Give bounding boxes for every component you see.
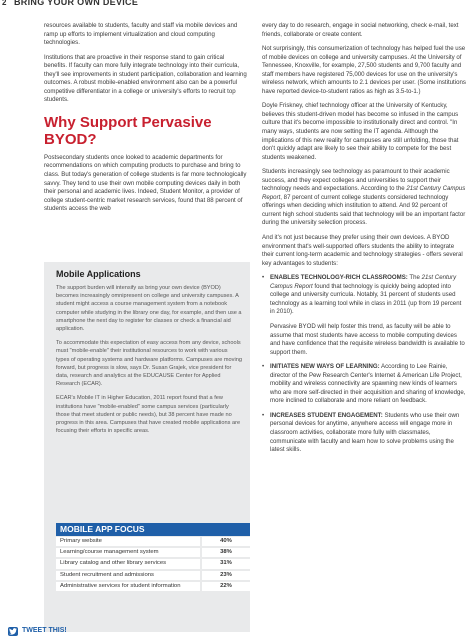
table-row bbox=[56, 581, 250, 592]
p4-text-b: , 87 percent of current college students considered technology offerings when deciding which institution to attend. And 92 percent of current high school students said that technology will be an important factor during the university selection process. bbox=[262, 193, 466, 227]
row-percent: 23% bbox=[201, 570, 250, 581]
sidebar-paragraph-3: ECAR's Mobile IT in Higher Education, 2011 report found that a few institutions have "mobile-enabled" some campus services (particularly those that meet student or public needs), but 38 percent have made no progress in this area. Campuses that have created mobile applications are focusing their efforts in specific areas. bbox=[56, 395, 241, 435]
bullet-glyph: • bbox=[262, 411, 265, 419]
right-paragraph-2: Not surprisingly, this consumerization of technology has helped fuel the use of mobile devices on college and university campuses. At the University of Tennessee, Knoxville, for example, 27,500 students and 9,700 faculty and staff members have registered 75,000 devices for use on the university's wireless network, which amounts to 2.1 devices per user. (Some institutions have reported device-to-student ratios as high as 3.5-to-1.) bbox=[262, 45, 466, 95]
table-row bbox=[56, 570, 250, 581]
mobile-app-focus-table bbox=[56, 537, 250, 593]
tweet-this-label[interactable]: TWEET THIS! bbox=[22, 627, 67, 634]
report-title: 21st Century Campus Report bbox=[270, 274, 457, 290]
bullet-heading: INITIATES NEW WAYS OF LEARNING: bbox=[270, 363, 380, 371]
row-percent: 38% bbox=[201, 547, 250, 558]
twitter-bird-icon[interactable] bbox=[8, 627, 18, 636]
bullet-glyph: • bbox=[262, 363, 265, 371]
table-row bbox=[56, 547, 250, 558]
right-paragraph-1: every day to do research, engage in social networking, check e-mail, text friends, collaborate or create content. bbox=[262, 22, 459, 38]
sidebar-paragraph-1: The support burden will intensify as bring your own device (BYOD) becomes increasingly omnipresent on college and university campuses. A student might access a course management system from a notebook computer while studying in the library one day, for example, and then use a smartphone the next day to register for classes or check a financial aid application. bbox=[56, 285, 242, 333]
mobile-app-focus-title bbox=[56, 523, 250, 536]
row-label: Student recruitment and admissions bbox=[56, 570, 201, 581]
left-column bbox=[44, 22, 248, 220]
right-paragraph-4 bbox=[262, 168, 467, 228]
bullet-text: The bbox=[407, 274, 422, 282]
right-paragraph-3: Doyle Friskney, chief technology officer at the University of Kentucky, believes this student-driven model has become so infused in the campus culture that it's become impossible to institutionally direct and control. "In many ways, students are now setting the IT agenda. Although the implications of this new reality for campuses are still unfolding, those that don't quickly adapt are likely to see their ability to compete for the best students weakened. bbox=[262, 102, 459, 161]
left-paragraph-2: Institutions that are proactive in their response stand to gain critical benefits. If faculty can more fully integrate technology into their curricula, they'll see improvements in student participation, collaboration and learning outcomes. A robust mobile-enabled environment also can be a powerful competitive differentiator in a college or university's efforts to recruit top students. bbox=[44, 53, 247, 104]
row-label: Administrative services for student information bbox=[56, 581, 201, 592]
bullet-text: According to Lee Rainie, director of the Pew Research Center's Internet & American Life Project, mobility and wireless connectivity are spawning new kinds of learners who are more self-directed in their acquisition and sharing of knowledge, more inclined to collaborate and more reliant on feedback. bbox=[270, 363, 466, 405]
right-paragraph-5: And it's not just because they prefer using their own devices. A BYOD environment that's well-supported offers students the ability to integrate their current long-term academic and technology strategies - offers several key advantages to students: bbox=[262, 234, 463, 267]
bullet-heading: ENABLES TECHNOLOGY-RICH CLASSROOMS: bbox=[270, 274, 408, 282]
bullet-item-engagement bbox=[262, 412, 467, 455]
bullet-continuation: Pervasive BYOD will help foster this trend, as faculty will be able to assume that most students have access to mobile computing devices and have confidence that the requisite wireless bandwidth is available to support them. bbox=[270, 322, 465, 356]
page-header bbox=[0, 0, 474, 12]
row-percent: 31% bbox=[201, 558, 250, 569]
bullet-text: found that technology is quickly being adopted into college and university curricula. Notably, 31 percent of students used technology as a learning tool while in class in 2011 (up from 19 percent in 2010). bbox=[270, 282, 462, 316]
mobile-app-focus-title-text: MOBILE APP FOCUS bbox=[60, 524, 145, 534]
p4-text-a: Students increasingly see technology as paramount to their academic success, and they expect colleges and universities to support their technology needs and expectations. According to the bbox=[262, 168, 450, 193]
left-paragraph-1: resources available to students, faculty and staff via mobile devices and ramp up efforts to implement virtualization and cloud computing technologies. bbox=[44, 22, 238, 47]
bullet-heading: INCREASES STUDENT ENGAGEMENT: bbox=[270, 411, 383, 419]
table-row bbox=[56, 558, 250, 569]
sidebar-heading: Mobile Applications bbox=[56, 269, 141, 279]
running-title: BRING YOUR OWN DEVICE bbox=[14, 0, 139, 7]
report-title: 21st Century Campus Report bbox=[262, 185, 466, 201]
row-label: Primary website bbox=[56, 537, 201, 547]
sidebar-body bbox=[56, 284, 242, 441]
bullet-item-classrooms bbox=[262, 274, 467, 317]
right-column bbox=[262, 22, 467, 461]
row-percent: 22% bbox=[201, 581, 250, 592]
table-row bbox=[56, 537, 250, 547]
bullet-item-learning bbox=[262, 363, 467, 406]
row-label: Learning/course management system bbox=[56, 547, 201, 558]
left-paragraph-3: Postsecondary students once looked to academic departments for recommendations on which computing products to purchase and bring to class. But today's generation of college students is far more technologically savvy. They tend to use their own mobile computing devices daily in both their personal and academic lives. Indeed, Student Monitor, a provider of college student-centric market research services, found that 88 percent of students access the web bbox=[44, 153, 247, 213]
bullet-glyph: • bbox=[262, 274, 265, 282]
row-percent: 40% bbox=[201, 537, 250, 547]
row-label: Library catalog and other library services bbox=[56, 558, 201, 569]
page-number: 2 bbox=[2, 0, 7, 7]
section-heading: Why Support Pervasive BYOD? bbox=[44, 113, 212, 148]
bullet-text: Students who use their own personal devices for anytime, anywhere access will engage more in classroom activities, collaborate more fully with classmates, communicate with faculty and learn how to solve problems using the latest skills. bbox=[270, 411, 460, 454]
sidebar-paragraph-2: To accommodate this expectation of easy access from any device, schools must "mobile-enable" their institutional resources to work with various types of operating systems and hardware platforms. Campuses are moving forward, but progress is slow, says Dr. Susan Grajek, vice president for data, research and analytics at the EDUCAUSE Center for Applied Research (ECAR). bbox=[56, 340, 242, 388]
